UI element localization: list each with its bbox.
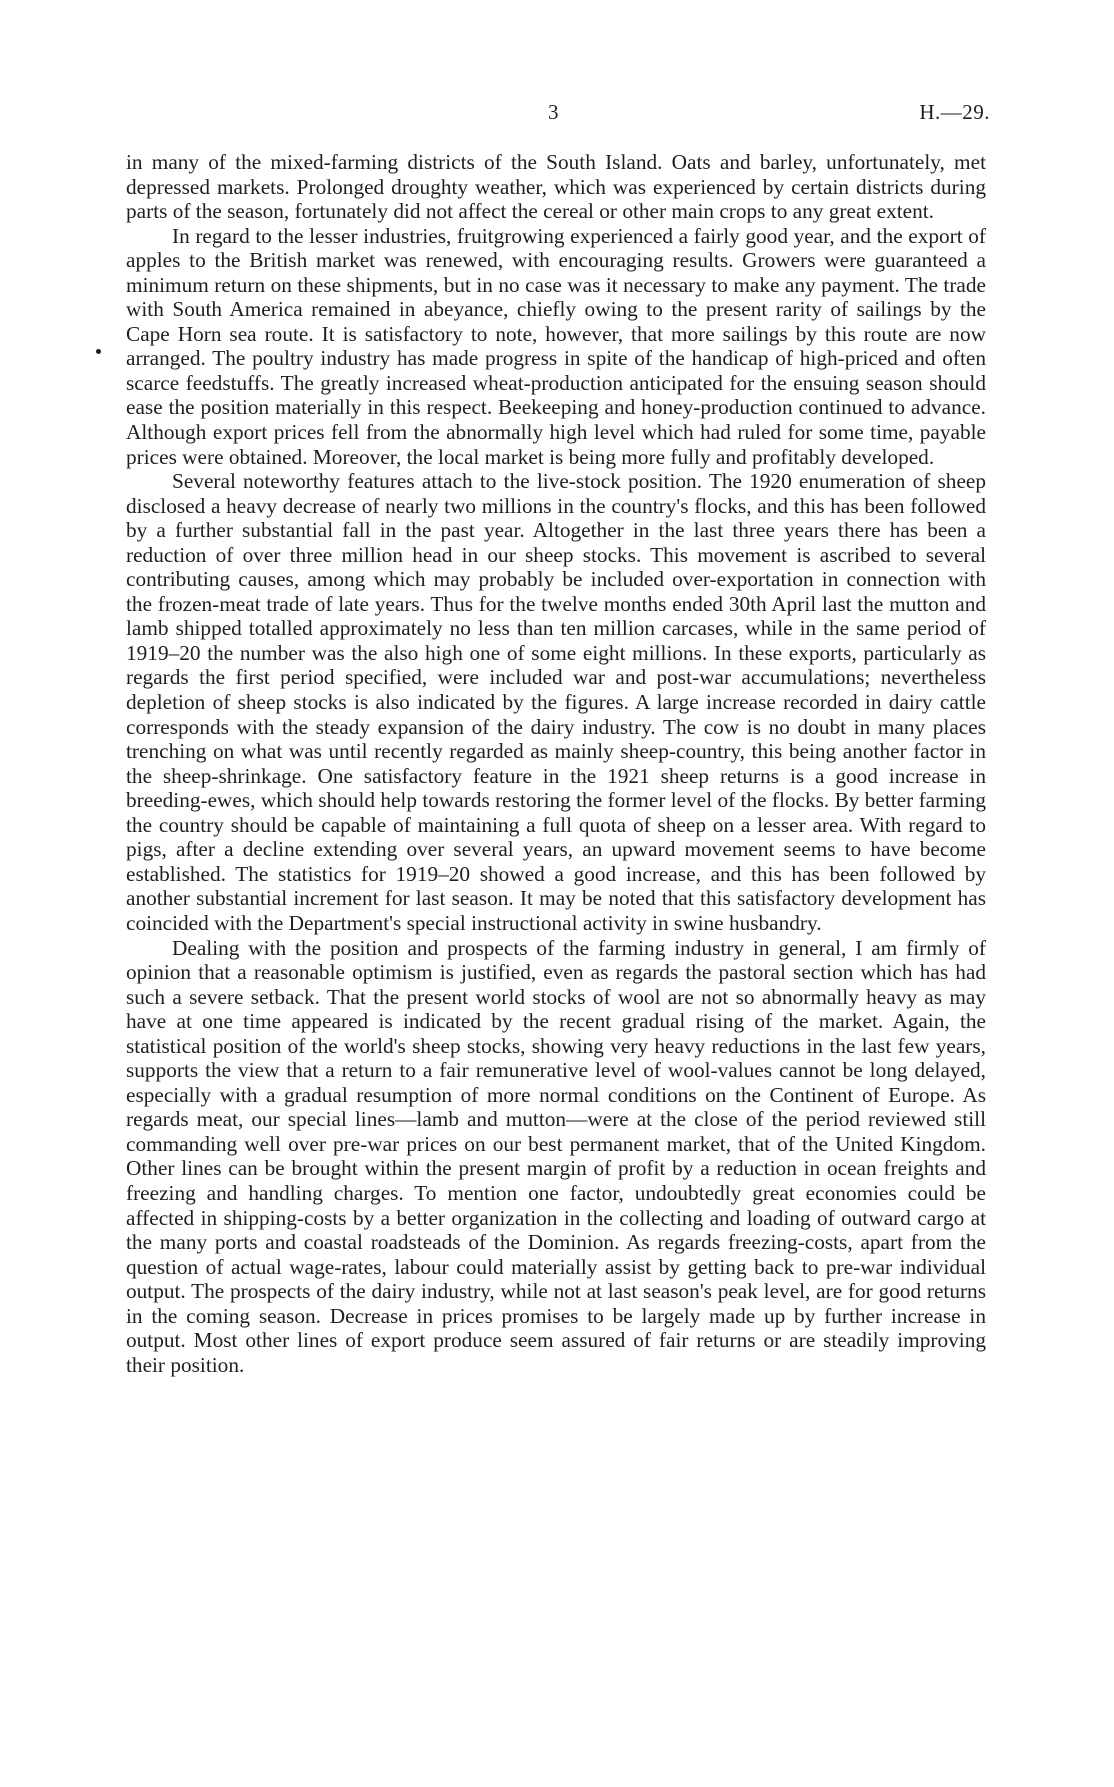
paragraph-prospects: Dealing with the position and prospects of the farming industry in general, I am firmly of opinion that a reasonable optimism is justified, even as regards the pastoral section which has had such a severe setback. That the present world stocks of wool are not so abnormally heavy as may have at one time appeared is indicated by the recent gradual rising of the market. Again, the statistical position of the world's sheep stocks, showing very heavy reductions in the last few years, supports the view that a return to a fair remunerative level of wool-values cannot be long delayed, especially with a gradual resumption of more normal conditions on the Continent of Europe. As regards meat, our special lines—lamb and mutton—were at the close of the period reviewed still commanding well over pre-war prices on our best permanent market, that of the United Kingdom. Other lines can be brought within the present margin of profit by a reduction in ocean freights and freezing and handling charges. To mention one factor, undoubtedly great economies could be affected in shipping-costs by a better organization in the collecting and loading of outward cargo at the many ports and coastal roadsteads of the Dominion. As regards freezing-costs, apart from the question of actual wage-rates, labour could materially assist by getting back to pre-war individual output. The prospects of the dairy industry, while not at last season's peak level, are for good returns in the coming season. Decrease in prices promises to be largely made up by further increase in output. Most other lines of export produce seem assured of fair returns or are steadily improving their position.: [126, 935, 986, 1377]
document-body: [126, 150, 986, 1377]
paragraph-live-stock: Several noteworthy features attach to the live-stock position. The 1920 enumeration of sheep disclosed a heavy decrease of nearly two millions in the country's flocks, and this has been followed by a further substantial fall in the past year. Altogether in the last three years there has been a reduction of over three million head in our sheep stocks. This movement is ascribed to several contributing causes, among which may probably be included over-exportation in connection with the frozen-meat trade of late years. Thus for the twelve months ended 30th April last the mutton and lamb shipped totalled approximately no less than ten million carcases, while in the same period of 1919–20 the number was the also high one of some eight millions. In these exports, particularly as regards the first period specified, were included war and post-war accumulations; nevertheless depletion of sheep stocks is also indicated by the figures. A large increase recorded in dairy cattle corresponds with the steady expansion of the dairy industry. The cow is no doubt in many places trenching on what was until recently regarded as mainly sheep-country, this being another factor in the sheep-shrinkage. One satisfactory feature in the 1921 sheep returns is a good increase in breeding-ewes, which should help towards restoring the former level of the flocks. By better farming the country should be capable of maintaining a full quota of sheep on a lesser area. With regard to pigs, after a decline extending over several years, an upward movement seems to have become established. The statistics for 1919–20 showed a good increase, and this has been followed by another substantial increment for last season. It may be noted that this satisfactory development has coincided with the Department's special instructional activity in swine husbandry.: [126, 469, 986, 935]
paragraph-lesser-industries: In regard to the lesser industries, fruitgrowing experienced a fairly good year, and the export of apples to the British market was renewed, with encouraging results. Growers were guaranteed a minimum return on these shipments, but in no case was it necessary to make any payment. The trade with South America remained in abeyance, chiefly owing to the present rarity of sailings by the Cape Horn sea route. It is satisfactory to note, however, that more sailings by this route are now arranged. The poultry industry has made progress in spite of the handicap of high-priced and often scarce feedstuffs. The greatly increased wheat-production anticipated for the ensuing season should ease the position materially in this respect. Beekeeping and honey-production continued to advance. Although export prices fell from the abnormally high level which had ruled for some time, payable prices were obtained. Moreover, the local market is being more fully and profitably developed.: [126, 223, 986, 469]
page-number: 3: [548, 100, 559, 124]
paragraph-continued: in many of the mixed-farming districts of the South Island. Oats and barley, unfortunately, met depressed markets. Prolonged droughty weather, which was experienced by certain districts during parts of the season, fortunately did not affect the cereal or other main crops to any great extent.: [126, 150, 986, 224]
margin-mark: [96, 349, 101, 354]
document-reference: H.—29.: [919, 100, 990, 124]
